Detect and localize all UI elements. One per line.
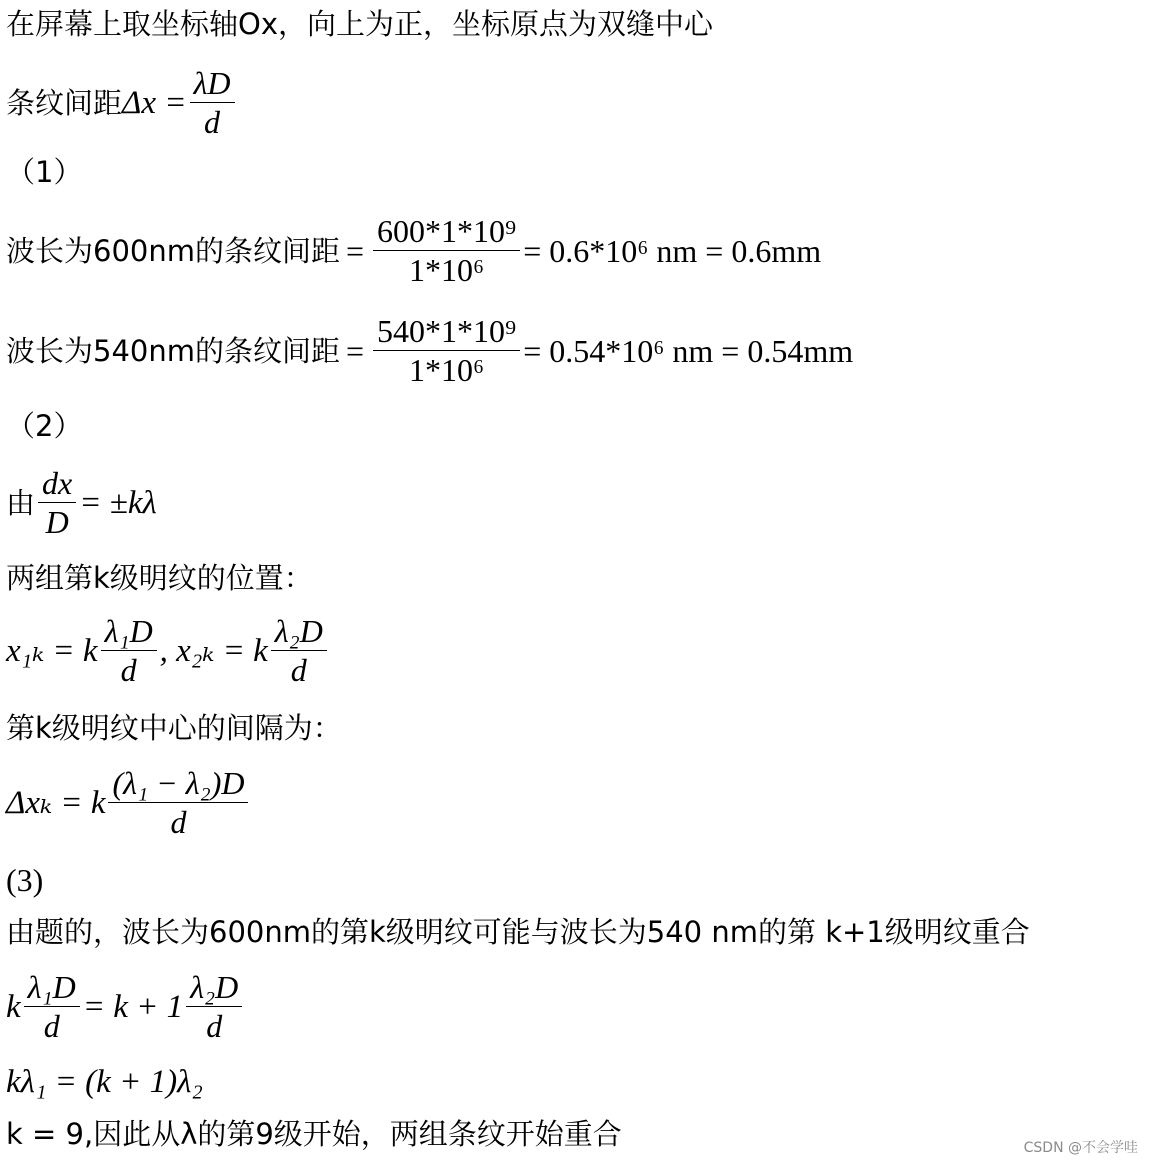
formula-x2k: , x₂ₖ = k [159,632,268,669]
formula-x1k: x₁ₖ = k [6,632,98,669]
line-interval-heading [6,708,342,748]
text-positions: 两组第k级明纹的位置： [6,561,313,595]
line-fringe-spacing [6,64,238,141]
formula-k-plus-1: = k + 1 [82,988,184,1025]
part-label: （2） [6,409,83,443]
numerator: λ₂D [271,612,327,651]
formula-pm-k-lambda: = ±kλ [79,484,157,521]
line-spacing-600 [6,212,821,289]
line-overlap-statement [6,912,1030,952]
text-you: 由 [6,485,36,520]
text-fringe-spacing: 条纹间距 [6,85,123,120]
numerator: 600*1*10⁹ [373,212,520,251]
formula-k: k [6,988,21,1025]
numerator: 540*1*10⁹ [373,312,520,351]
part-2-label [6,406,82,446]
line-interval-formula [6,764,251,841]
part-1-label [6,152,82,192]
line-conclusion [6,1114,622,1154]
part-label: （1） [6,155,83,189]
denominator: d [290,652,307,688]
fraction-lambda-d [190,64,235,141]
text-interval: 第k级明纹中心的间隔为： [6,711,342,745]
fraction-dx-d [38,464,76,541]
line-condition [6,464,157,541]
text-spacing-540: 波长为540nm的条纹间距 [6,333,340,368]
line-coordinate-axis [6,4,713,44]
numerator: dx [38,464,76,503]
fraction-lambda2-d [186,968,242,1045]
fraction-lambda2-d [271,612,327,689]
numerator: λ₁D [101,612,157,651]
line-k-lambda [6,1062,203,1102]
denominator: 1*10⁶ [409,352,485,388]
fraction-600 [373,212,520,289]
result-600: = 0.6*10⁶ nm = 0.6mm [523,232,822,269]
denominator: d [170,804,187,840]
formula-delta-xk: Δxₖ = k [6,784,106,821]
denominator: D [45,504,69,540]
denominator: d [204,104,221,140]
fraction-lambda-diff [108,764,248,841]
text-conclusion: k = 9,因此从λ的第9级开始，两组条纹开始重合 [6,1117,622,1151]
denominator: 1*10⁶ [409,252,485,288]
formula-k-lambda: kλ₁ = (k + 1)λ₂ [6,1064,203,1100]
part-label: (3) [6,862,44,898]
denominator: d [43,1008,60,1044]
line-spacing-540 [6,312,853,389]
numerator: λ₂D [186,968,242,1007]
fraction-540 [373,312,520,389]
line-positions-heading [6,558,313,598]
line-overlap-equation [6,968,245,1045]
numerator: (λ₁ − λ₂)D [108,764,248,803]
equals-sign: = [345,232,365,269]
text-overlap: 由题的，波长为600nm的第k级明纹可能与波长为540 nm的第 k+1级明纹重合 [6,915,1030,949]
line-positions-formula [6,612,330,689]
part-3-label [6,860,43,900]
denominator: d [206,1008,223,1044]
formula-delta-x: Δx = [122,84,187,121]
result-540: = 0.54*10⁶ nm = 0.54mm [523,332,854,369]
text-axis-setup: 在屏幕上取坐标轴Ox，向上为正，坐标原点为双缝中心 [6,7,713,41]
equals-sign: = [345,332,365,369]
fraction-lambda1-d [24,968,80,1045]
text-spacing-600: 波长为600nm的条纹间距 [6,233,340,268]
fraction-lambda1-d [101,612,157,689]
numerator: λ₁D [24,968,80,1007]
watermark: CSDN @不会学哇 [1023,1140,1138,1156]
numerator: λD [190,64,235,103]
denominator: d [120,652,137,688]
